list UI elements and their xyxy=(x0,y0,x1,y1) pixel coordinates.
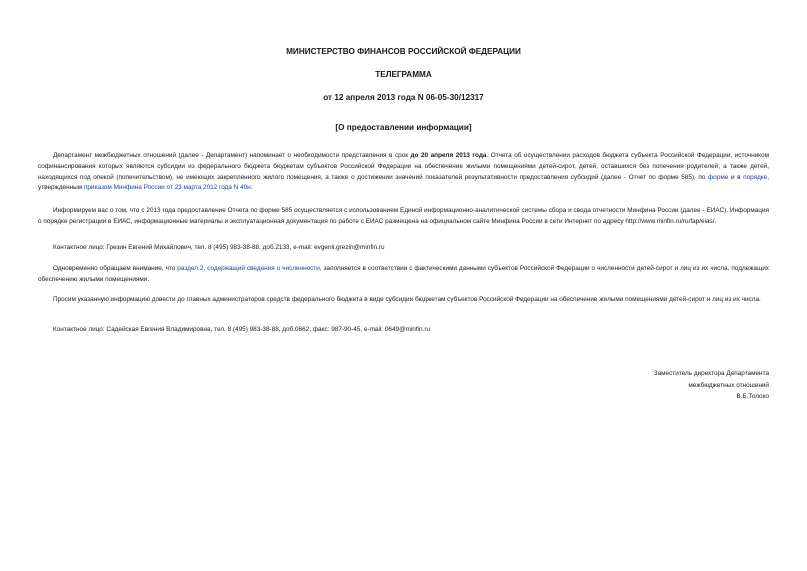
p1-deadline: до 20 апреля 2013 года xyxy=(410,152,487,159)
paragraph-section-2 xyxy=(38,264,769,286)
link-order[interactable]: приказом Минфина России от 23 марта 2012 года N 40н xyxy=(83,184,251,192)
document-subject: [О предоставлении информации] xyxy=(335,123,472,132)
link-form[interactable]: форме xyxy=(708,173,729,181)
paragraph-contact-1: Контактное лицо: Грезин Евгений Михайлович, тел. 8 (495) 983-38-88, доб.2133, e-mail: evgenii.grezin@minfin.ru xyxy=(53,244,385,251)
p1-text-4: , утвержденным xyxy=(38,173,770,192)
signature-name: В.Б.Толоко xyxy=(736,393,769,400)
signature-department: межбюджетных отношений xyxy=(688,381,769,389)
signature-block xyxy=(654,368,769,403)
p4-text-1: Одновременно обращаем внимание, что xyxy=(53,265,178,272)
paragraph-eias-info: Информируем вас о том, что с 2013 года предоставление Отчета по форме 585 осуществляется с использованием Единой информационно-аналитической системы сбора и свода отчетности Минфина России (далее - ЕИАС). Информация о порядке регистрации в ЕИАС, информационные материалы и эксплуатационная документация по работе с ЕИАС размещена на официальном сайте Минфина России в сети Интернет по адресу http://www.minfin.ru/ru/fap/eias/. xyxy=(38,207,769,225)
link-procedure[interactable]: порядке xyxy=(743,173,768,181)
signature-position: Заместитель директора Департамента xyxy=(653,370,769,377)
ministry-title: МИНИСТЕРСТВО ФИНАНСОВ РОССИЙСКОЙ ФЕДЕРАЦИИ xyxy=(286,47,521,56)
paragraph-contact-2: Контактное лицо: Садейская Евгения Владимировна, тел. 8 (495) 983-38-88, доб.0662, факс: 987-90-45, e-mail: 0649@minfin.ru xyxy=(53,326,431,333)
paragraph-request: Просим указанную информацию довести до главных администраторов средств федерального бюджета в виде субсидии бюджетам субъектов Российской Федерации на обеспечение жилыми помещениями детей-сирот и лиц из их числа. xyxy=(53,296,761,303)
link-section-2[interactable]: раздел 2, содержащий сведения о численности xyxy=(177,265,320,272)
p1-text-2: . Отчета об осуществлении расходов бюджета субъекта Российской Федерации, источником софинансирования которых являются субсидии из федерального бюджета бюджетам субъектов Российской Федерации на обеспечение жилыми помещениями детей-сирот, детей, оставшихся без попечения родителей, а также детей, находящихся под опекой (попечительством), не имеющих закрепленного жилого помещения, а также о достижении значений показателей результативности предоставления субсидий (далее - Отчет по форме 585), по xyxy=(38,152,769,181)
p1-text-1: Департамент межбюджетных отношений (далее - Департамент) напоминает о необходимости представления в срок xyxy=(53,152,411,159)
p1-text-5: . xyxy=(250,184,253,192)
p1-text-3: и в xyxy=(728,173,744,181)
document-date-number: от 12 апреля 2013 года N 06-05-30/12317 xyxy=(323,93,484,102)
paragraph-reminder xyxy=(38,151,769,194)
document-type: ТЕЛЕГРАММА xyxy=(375,70,432,79)
p4-text-2: , заполняется в соответствии с фактическими данными субъектов Российской Федерации о численности детей-сирот и лиц из их числа, подлежащих обеспечению жилыми помещениями. xyxy=(38,265,770,283)
